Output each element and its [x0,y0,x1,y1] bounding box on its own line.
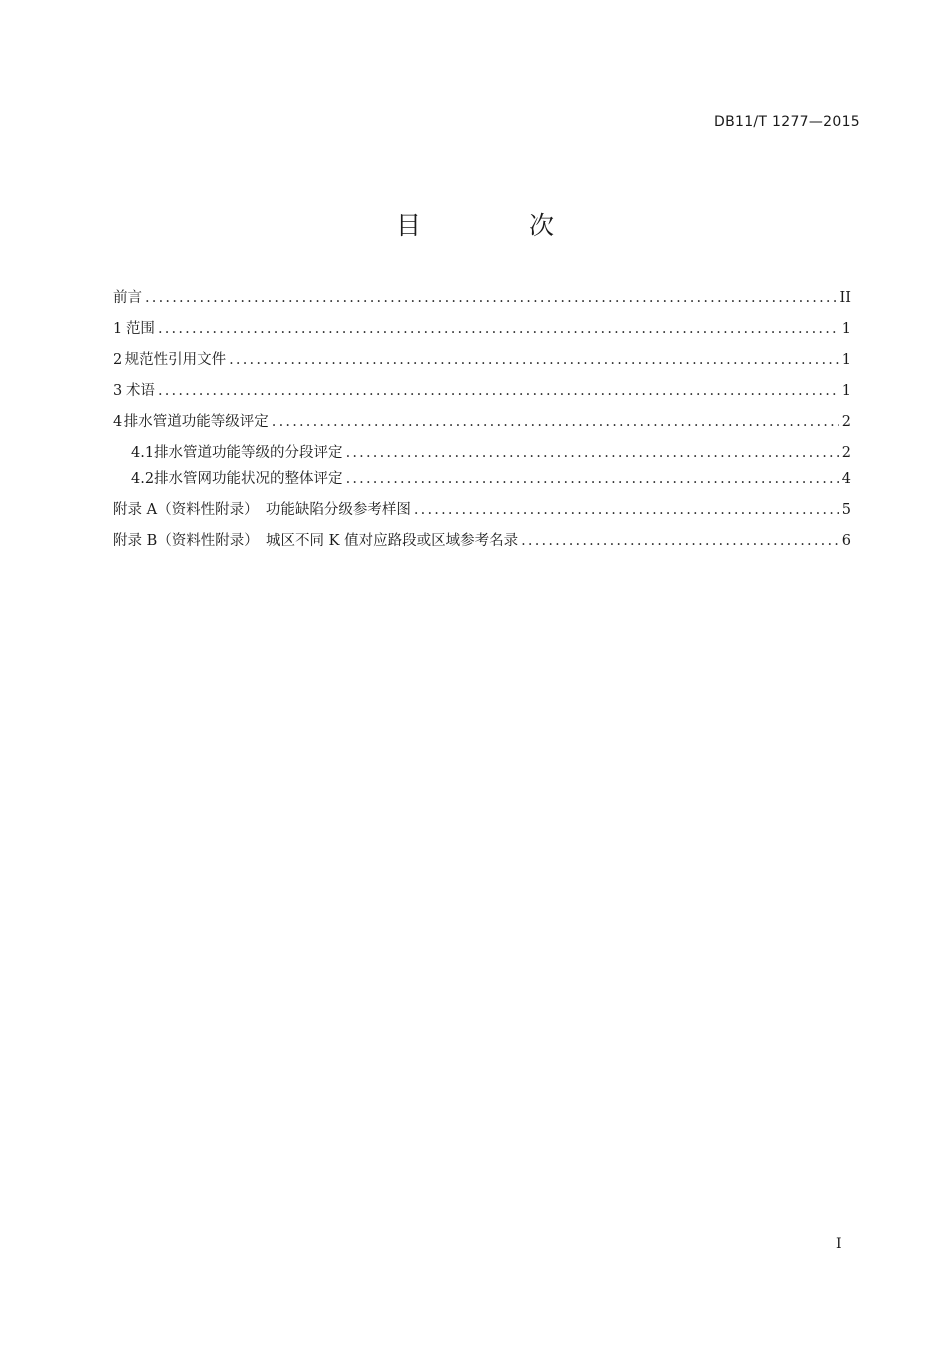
toc-dot-leader [158,318,839,340]
toc-entry-page: 5 [841,502,851,518]
toc-entry-normative-references[interactable] [113,349,851,371]
toc-entry-label: 规范性引用文件 [124,352,227,368]
toc-entry-label: 排水管道功能等级评定 [123,414,269,430]
toc-entry-label: 附录 B（资料性附录） 城区不同 K 值对应路段或区域参考名录 [113,533,519,549]
toc-dot-leader [158,380,839,402]
toc-entry-label: 术语 [125,383,155,399]
toc-entry-scope[interactable] [113,318,851,340]
toc-dot-leader [229,349,839,371]
toc-entry-label: 排水管道功能等级的分段评定 [154,445,343,461]
toc-entry-page: 6 [841,533,851,549]
toc-entry-appendix-b[interactable] [113,530,851,552]
toc-entry-page: 1 [841,383,851,399]
toc-entry-number: 4 [113,414,123,430]
toc-entry-foreword[interactable] [113,287,851,309]
toc-entry-appendix-a[interactable] [113,499,851,521]
page-title: 目 次 [396,211,604,240]
toc-entry-label: 附录 A（资料性附录） 功能缺陷分级参考样图 [113,502,411,518]
toc-dot-leader [272,411,839,433]
toc-entry-page: II [839,290,851,306]
toc-entry-page: 2 [841,445,851,461]
toc-entry-label: 排水管网功能状况的整体评定 [154,471,343,487]
toc-entry-label: 前言 [113,290,142,306]
toc-dot-leader [346,442,839,464]
toc-entry-number: 4.2 [131,471,155,487]
toc-entry-label: 范围 [125,321,155,337]
toc-dot-leader [414,499,839,521]
toc-entry-section-4-1[interactable] [131,442,851,464]
toc-entry-page: 1 [841,321,851,337]
toc-dot-leader [346,468,839,490]
toc-entry-page: 4 [841,471,851,487]
document-code: DB11/T 1277—2015 [714,114,860,130]
toc-entry-number: 2 [113,352,123,368]
toc-entry-number: 4.1 [131,445,155,461]
toc-entry-section-4-2[interactable] [131,468,851,490]
toc-entry-section-4[interactable] [113,411,851,433]
toc-dot-leader [145,287,837,309]
page-number: I [836,1236,842,1252]
toc-entry-page: 1 [841,352,851,368]
toc-entry-page: 2 [841,414,851,430]
toc-entry-number: 1 [113,321,123,337]
toc-entry-number: 3 [113,383,123,399]
toc-dot-leader [521,530,839,552]
toc-entry-terms[interactable] [113,380,851,402]
